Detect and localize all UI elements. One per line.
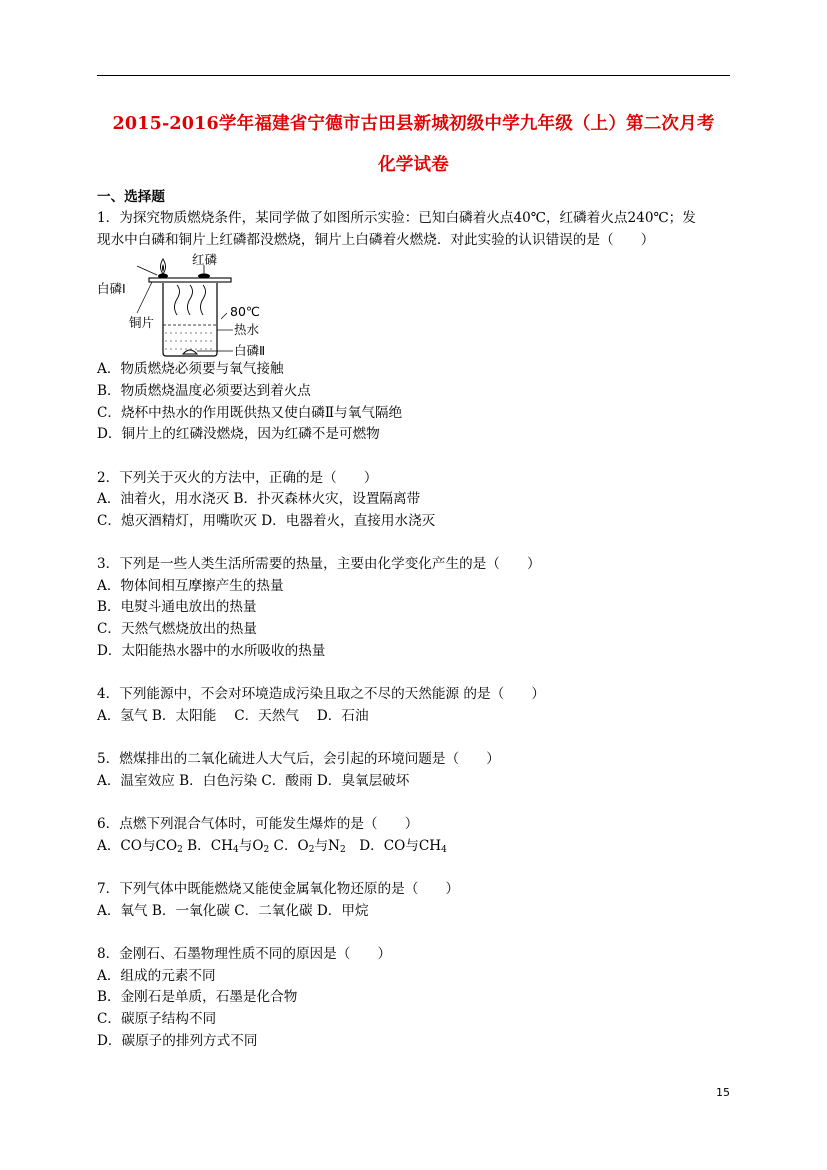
page-number: 15 xyxy=(716,1086,730,1099)
exam-title-line1: 2015-2016学年福建省宁德市古田县新城初级中学九年级（上）第二次月考 xyxy=(112,114,715,134)
q6-options: A．CO与$CO_2$ B．$CH_4$与$O_2$ C．$O_2$与$N_2$ D．CO与$CH_4$ xyxy=(97,838,447,855)
label-hot-water: 热水 xyxy=(234,322,260,337)
q3-option-b: B．电熨斗通电放出的热量 xyxy=(97,599,257,615)
q1-stem-line1: 1．为探究物质燃烧条件，某同学做了如图所示实验：已知白磷着火点40℃，红磷着火点240℃；发 xyxy=(97,210,696,226)
q4-options: A．氢气 B．太阳能 C．天然气 D．石油 xyxy=(97,708,369,724)
q3-option-c: C．天然气燃烧放出的热量 xyxy=(97,621,257,637)
q7-stem: 7．下列气体中既能燃烧又能使金属氧化物还原的是（ ） xyxy=(97,881,460,897)
section-title: 一、选择题 xyxy=(97,189,165,205)
q4-stem: 4．下列能源中，不会对环境造成污染且取之不尽的天然能源 的是（ ） xyxy=(97,686,545,702)
label-temperature: 80℃ xyxy=(230,304,260,319)
q2-stem: 2．下列关于灭火的方法中，正确的是（ ） xyxy=(97,470,378,486)
label-white-phosphorus-1: 白磷Ⅰ xyxy=(97,281,126,296)
q3-option-a: A．物体间相互摩擦产生的热量 xyxy=(97,578,284,594)
q1-stem-line2: 现水中白磷和铜片上红磷都没燃烧，铜片上白磷着火燃烧．对此实验的认识错误的是（ ） xyxy=(97,232,655,248)
q8-option-c: C．碳原子结构不同 xyxy=(97,1011,217,1027)
q8-option-b: B．金刚石是单质，石墨是化合物 xyxy=(97,989,298,1005)
q2-options-line1: A．油着火，用水浇灭 B．扑灭森林火灾，设置隔离带 xyxy=(97,491,421,507)
q5-stem: 5．燃煤排出的二氧化硫进人大气后，会引起的环境问题是（ ） xyxy=(97,751,500,767)
exam-title-line2: 化学试卷 xyxy=(378,155,449,175)
q1-option-b: B．物质燃烧温度必须要达到着火点 xyxy=(97,383,311,399)
experiment-figure xyxy=(97,253,282,360)
q1-option-c: C．烧杯中热水的作用既供热又使白磷Ⅱ与氧气隔绝 xyxy=(97,405,403,421)
q3-option-d: D．太阳能热水器中的水所吸收的热量 xyxy=(97,643,326,659)
q7-options: A．氧气 B．一氧化碳 C．二氧化碳 D．甲烷 xyxy=(97,903,369,919)
q3-stem: 3．下列是一些人类生活所需要的热量，主要由化学变化产生的是（ ） xyxy=(97,556,541,572)
q1-option-d: D．铜片上的红磷没燃烧，因为红磷不是可燃物 xyxy=(97,426,380,442)
q5-options: A．温室效应 B．白色污染 C．酸雨 D．臭氧层破坏 xyxy=(97,773,410,789)
q2-options-line2: C．熄灭酒精灯，用嘴吹灭 D．电器着火，直接用水浇灭 xyxy=(97,513,436,529)
q6-stem: 6．点燃下列混合气体时，可能发生爆炸的是（ ） xyxy=(97,816,419,832)
header-rule xyxy=(97,75,730,76)
label-copper-plate: 铜片 xyxy=(129,315,155,330)
label-red-phosphorus: 红磷 xyxy=(192,253,218,267)
q8-option-d: D．碳原子的排列方式不同 xyxy=(97,1033,258,1049)
q8-option-a: A．组成的元素不同 xyxy=(97,968,216,984)
label-white-phosphorus-2: 白磷Ⅱ xyxy=(234,343,266,358)
q1-option-a: A．物质燃烧必须要与氧气接触 xyxy=(97,361,284,377)
q8-stem: 8．金刚石、石墨物理性质不同的原因是（ ） xyxy=(97,946,392,962)
